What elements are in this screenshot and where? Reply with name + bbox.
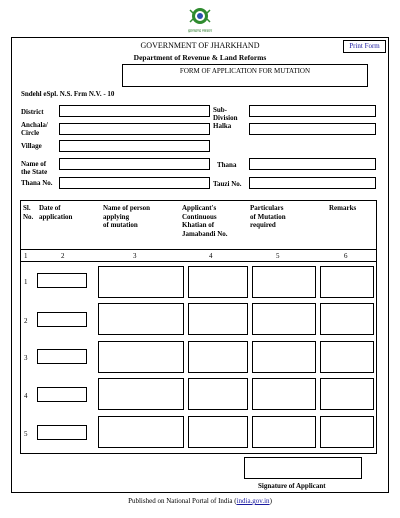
thana-no-field[interactable] bbox=[59, 177, 210, 189]
column-number: 4 bbox=[209, 252, 213, 260]
date-cell[interactable] bbox=[37, 349, 87, 364]
particulars-cell[interactable] bbox=[252, 416, 316, 448]
column-number: 6 bbox=[344, 252, 348, 260]
particulars-cell[interactable] bbox=[252, 303, 316, 335]
footer-suffix: ) bbox=[269, 497, 272, 505]
applicant-name-cell[interactable] bbox=[98, 378, 184, 410]
district-field[interactable] bbox=[59, 105, 210, 117]
date-cell[interactable] bbox=[37, 273, 87, 288]
particulars-cell[interactable] bbox=[252, 341, 316, 373]
column-number: 1 bbox=[24, 252, 28, 260]
applicant-name-cell[interactable] bbox=[98, 266, 184, 298]
anchala-circle-label: Anchala/ Circle bbox=[21, 121, 48, 137]
sub-division-label: Sub- Division Halka bbox=[213, 106, 238, 130]
khatian-cell[interactable] bbox=[188, 266, 248, 298]
table-header bbox=[20, 200, 377, 250]
column-number: 3 bbox=[133, 252, 137, 260]
form-title: FORM OF APPLICATION FOR MUTATION bbox=[122, 64, 368, 87]
header-applicant-name: Name of person applying of mutation bbox=[103, 204, 151, 229]
halka-field[interactable] bbox=[249, 123, 376, 135]
row-number: 4 bbox=[24, 392, 28, 400]
india-gov-link[interactable]: india.gov.in bbox=[236, 497, 270, 505]
date-cell[interactable] bbox=[37, 425, 87, 440]
row-number: 5 bbox=[24, 430, 28, 438]
particulars-cell[interactable] bbox=[252, 378, 316, 410]
column-number-row bbox=[20, 250, 377, 262]
remarks-cell[interactable] bbox=[320, 378, 374, 410]
form-number: Sndehl eSpl. N.S. Frm N.V. - 10 bbox=[21, 90, 115, 98]
thana-label: Thana bbox=[217, 161, 237, 169]
date-cell[interactable] bbox=[37, 312, 87, 327]
sub-division-field[interactable] bbox=[249, 105, 376, 117]
signature-box[interactable] bbox=[244, 457, 362, 479]
date-cell[interactable] bbox=[37, 387, 87, 402]
row-number: 1 bbox=[24, 278, 28, 286]
header-remarks: Remarks bbox=[329, 204, 357, 212]
applicant-name-cell[interactable] bbox=[98, 341, 184, 373]
header-date: Date of application bbox=[39, 204, 73, 221]
row-number: 2 bbox=[24, 317, 28, 325]
header-sl-no: Sl. No. bbox=[23, 204, 34, 221]
khatian-cell[interactable] bbox=[188, 378, 248, 410]
applicant-name-cell[interactable] bbox=[98, 416, 184, 448]
signature-label: Signature of Applicant bbox=[258, 482, 326, 490]
government-title: GOVERNMENT OF JHARKHAND bbox=[140, 41, 260, 50]
emblem-caption: झारखण्ड सरकार bbox=[187, 28, 213, 33]
application-rows bbox=[20, 262, 377, 454]
footer-prefix: Published on National Portal of India ( bbox=[128, 497, 237, 505]
print-form-button[interactable]: Print Form bbox=[343, 40, 386, 53]
khatian-cell[interactable] bbox=[188, 303, 248, 335]
tauzi-no-label: Tauzi No. bbox=[213, 180, 242, 188]
district-label: District bbox=[21, 108, 44, 116]
state-field[interactable] bbox=[59, 158, 210, 170]
footer bbox=[0, 497, 400, 505]
header-particulars: Particulars of Mutation required bbox=[250, 204, 286, 229]
remarks-cell[interactable] bbox=[320, 341, 374, 373]
village-label: Village bbox=[21, 142, 42, 150]
state-label: Name of the State bbox=[21, 160, 48, 176]
village-field[interactable] bbox=[59, 140, 210, 152]
form-frame bbox=[11, 37, 389, 493]
particulars-cell[interactable] bbox=[252, 266, 316, 298]
column-number: 5 bbox=[276, 252, 280, 260]
header-khatian: Applicant's Continuous Khatian of Jamabandi No. bbox=[182, 204, 228, 238]
column-number: 2 bbox=[61, 252, 65, 260]
thana-no-label: Thana No. bbox=[21, 179, 53, 187]
tauzi-no-field[interactable] bbox=[249, 177, 376, 189]
anchala-circle-field[interactable] bbox=[59, 123, 210, 135]
row-number: 3 bbox=[24, 354, 28, 362]
remarks-cell[interactable] bbox=[320, 266, 374, 298]
remarks-cell[interactable] bbox=[320, 303, 374, 335]
khatian-cell[interactable] bbox=[188, 416, 248, 448]
khatian-cell[interactable] bbox=[188, 341, 248, 373]
remarks-cell[interactable] bbox=[320, 416, 374, 448]
department-title: Department of Revenue & Land Reforms bbox=[133, 53, 267, 62]
thana-field[interactable] bbox=[249, 158, 376, 170]
applicant-name-cell[interactable] bbox=[98, 303, 184, 335]
